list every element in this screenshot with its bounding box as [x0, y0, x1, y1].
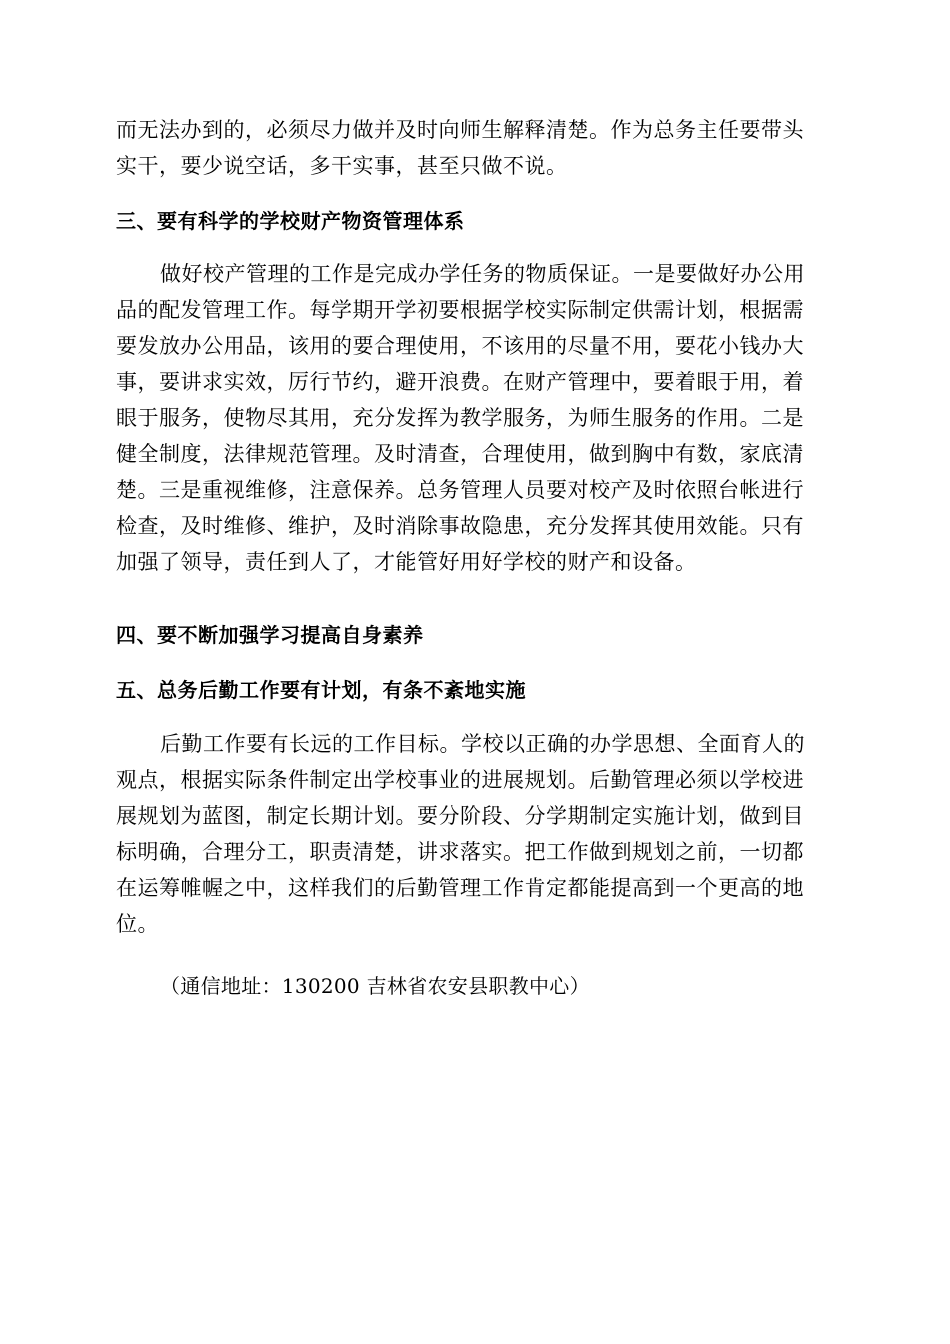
text-line: 品的配发管理工作。每学期开学初要根据学校实际制定供需计划，根据需: [116, 298, 804, 322]
section-heading-5: 五、总务后勤工作要有计划，有条不紊地实施: [116, 678, 526, 702]
text-line: 要发放办公用品，该用的要合理使用，不该用的尽量不用，要花小钱办大: [116, 334, 804, 358]
paragraph-asset-management: [116, 256, 832, 580]
text-line: 展规划为蓝图，制定长期计划。要分阶段、分学期制定实施计划，做到目: [116, 804, 804, 828]
section-heading-4: 四、要不断加强学习提高自身素养: [116, 623, 424, 647]
text-line: 检查，及时维修、维护，及时消除事故隐患，充分发挥其使用效能。只有: [116, 514, 804, 538]
text-line: 观点，根据实际条件制定出学校事业的进展规划。后勤管理必须以学校进: [116, 768, 804, 792]
text-line: 而无法办到的，必须尽力做并及时向师生解释清楚。作为总务主任要带头: [116, 118, 804, 142]
text-line: 在运筹帷幄之中，这样我们的后勤管理工作肯定都能提高到一个更高的地: [116, 876, 804, 900]
text-line: 标明确，合理分工，职责清楚，讲求落实。把工作做到规划之前，一切都: [116, 840, 804, 864]
text-line: 加强了领导，责任到人了，才能管好用好学校的财产和设备。: [116, 550, 697, 574]
text-line: 后勤工作要有长远的工作目标。学校以正确的办学思想、全面育人的: [160, 732, 805, 756]
section-heading-3: 三、要有科学的学校财产物资管理体系: [116, 209, 465, 233]
text-line: 实干，要少说空话，多干实事，甚至只做不说。: [116, 154, 568, 178]
paragraph-planning: [116, 726, 832, 942]
text-line: 做好校产管理的工作是完成办学任务的物质保证。一是要做好办公用: [160, 262, 805, 286]
text-line: 楚。三是重视维修，注意保养。总务管理人员要对校产及时依照台帐进行: [116, 478, 804, 502]
mailing-address: （通信地址：130200 吉林省农安县职教中心）: [160, 974, 590, 998]
text-line: 位。: [116, 912, 159, 936]
text-line: 事，要讲求实效，厉行节约，避开浪费。在财产管理中，要着眼于用，着: [116, 370, 804, 394]
text-line: 健全制度，法律规范管理。及时清查，合理使用，做到胸中有数，家底清: [116, 442, 804, 466]
paragraph-continuation: [116, 112, 832, 184]
text-line: 眼于服务，使物尽其用，充分发挥为教学服务，为师生服务的作用。二是: [116, 406, 804, 430]
